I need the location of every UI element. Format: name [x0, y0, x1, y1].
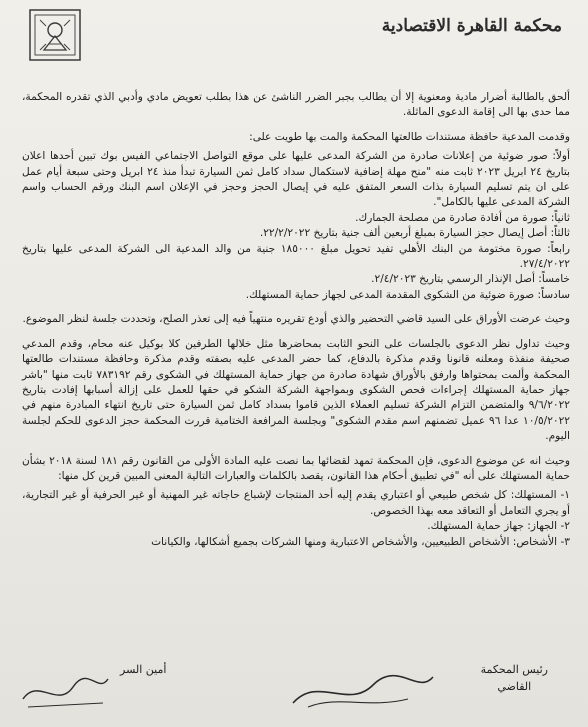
court-name: محكمة القاهرة الاقتصادية: [381, 16, 562, 36]
documents-list: [22, 149, 570, 303]
paragraph-merits: وحيث انه عن موضوع الدعوى، فإن المحكمة تمهد لقضائها بما نصت عليه المادة الأولى من القانون رقم ١٨١ لسنة ٢٠١٨ بشأن حماية المستهلك على أنه "في تطبيق أحكام هذا القانون، يقصد بالكلمات والعبارات التالية المعنى المبين قرين كل منها:: [22, 454, 571, 482]
list-item: أولاً: صور ضوئية من إعلانات صادرة من الشركة المدعى عليها على موقع التواصل الاجتماعي الفيس بوك تبين أحدها اعلان بتاريخ ٢٤ ابريل ٢٠٢٣ ثابت منه "منح مهلة إضافية لاستكمال سداد كامل ثمن السيارة تبدأ منذ ٢٤ ابريل وحتى سبعة أيام عمل على ان يتم تسليم السيارة بذات السعر المتفق عليه في إيصال الحجز وحجز في الإعلان اسم البنك ورقم الحساب واسم الشركة المدعى عليها بالكامل".: [22, 150, 570, 209]
judge-name: القاضي: [497, 680, 532, 693]
list-item: ١- المستهلك: كل شخص طبيعي أو اعتباري يقدم إليه أحد المنتجات لإشباع حاجاته غير المهنية أو غير الحرفية أو غير التجارية، أو يجري التعامل أو التعاقد معه بهذا الخصوص.: [22, 489, 570, 517]
definitions-list: [22, 488, 570, 550]
secretary-signature-icon: [18, 669, 113, 715]
signature-footer: [0, 655, 588, 727]
paragraph-documents-intro: وقدمت المدعية حافظة مستندات طالعتها المحكمة والمت بها طويت على:: [249, 130, 570, 143]
list-item: خامساً: أصل الإنذار الرسمي بتاريخ ٢/٤/٢٠٢٣.: [371, 273, 570, 286]
document-header: [22, 6, 570, 84]
court-seal-icon: [26, 6, 84, 64]
list-item: ثالثاً: أصل إيصال حجز السيارة بمبلغ أربعين ألف جنية بتاريخ ٢٢/٢/٢٠٢٢.: [259, 227, 570, 240]
paragraph-preparation-judge: وحيث عرضت الأوراق على السيد قاضي التحضير والذي أودع تقريره منتهياً فيه إلى تعذر الصلح، وتحددت جلسة لنظر الموضوع.: [22, 313, 570, 326]
list-item: ٢- الجهاز: جهاز حماية المستهلك.: [427, 520, 570, 533]
judge-signature-block: [481, 661, 548, 695]
list-item: ثانياً: صورة من أفادة صادرة من مصلحة الجمارك.: [355, 211, 570, 224]
list-item: سادساً: صورة ضوئية من الشكوى المقدمة المدعى لجهاز حماية المستهلك.: [245, 288, 570, 301]
paragraph-damages: ألحق بالطالبة أضرار مادية ومعنوية إلا أن يطالب بجبر الضرر الناشئ عن هذا بطلب تعويض مادي وأدبي الذي تقدره المحكمة، مما حدى بها الى إقامة الدعوى الماثلة.: [22, 91, 570, 119]
list-item: ٣- الأشخاص: الأشخاص الطبيعيين، والأشخاص الاعتبارية ومنها الشركات بجميع أشكالها، والكيانات: [151, 535, 570, 548]
judgment-body: [22, 90, 570, 550]
judge-signature-icon: [288, 665, 438, 715]
paragraph-proceedings: وحيث تداول نظر الدعوى بالجلسات على النحو الثابت بمحاضرها مثل خلالها الطرفين كلا بوكيل عنه محام، وقدم المدعي صحيفة منفذة ومعلنه قانونا وقدم مذكرة بالدفاع، كما حضر المدعى عليه بصفته وقدم مذكرة وحافظة مستندات طالعتها المحكمة وألمت بمحتواها وارفق بالأوراق شهادة صادرة من جهاز حماية المستهلك في الشكوى رقم ٧٨٣١٩٢ ثابت منها "باشر جهاز حماية المستهلك إجراءات فحص الشكوى وبمواجهة الشركة الشكو في حقها للعمل على إزالة أسبابها إفادت بتاريخ ٩/٦/٢٠٢٢ والمتضمن التزام الشركة تسليم العملاء الذين قاموا بسداد كامل ثمن السيارة حتى تاريخ انتهاء المبادرة منهم في ١٠/٥/٢٠٢٢ عدا ٩٦ عميل تضمنهم اسم مقدم الشكوى" وبجلسة المرافعة الختامية قررت المحكمة حجز الدعوى للحكم لجلسة اليوم.: [22, 337, 570, 443]
judge-title: رئيس المحكمة: [480, 663, 548, 676]
list-item: رابعاً: صورة مختومة من البنك الأهلي تفيد تحويل مبلغ ١٨٥٠٠٠ جنية من والد المدعية الى الشركة المدعى عليها بتاريخ ٢٧/٤/٢٠٢٢.: [22, 242, 570, 271]
secretary-label: أمين السر: [120, 663, 167, 676]
